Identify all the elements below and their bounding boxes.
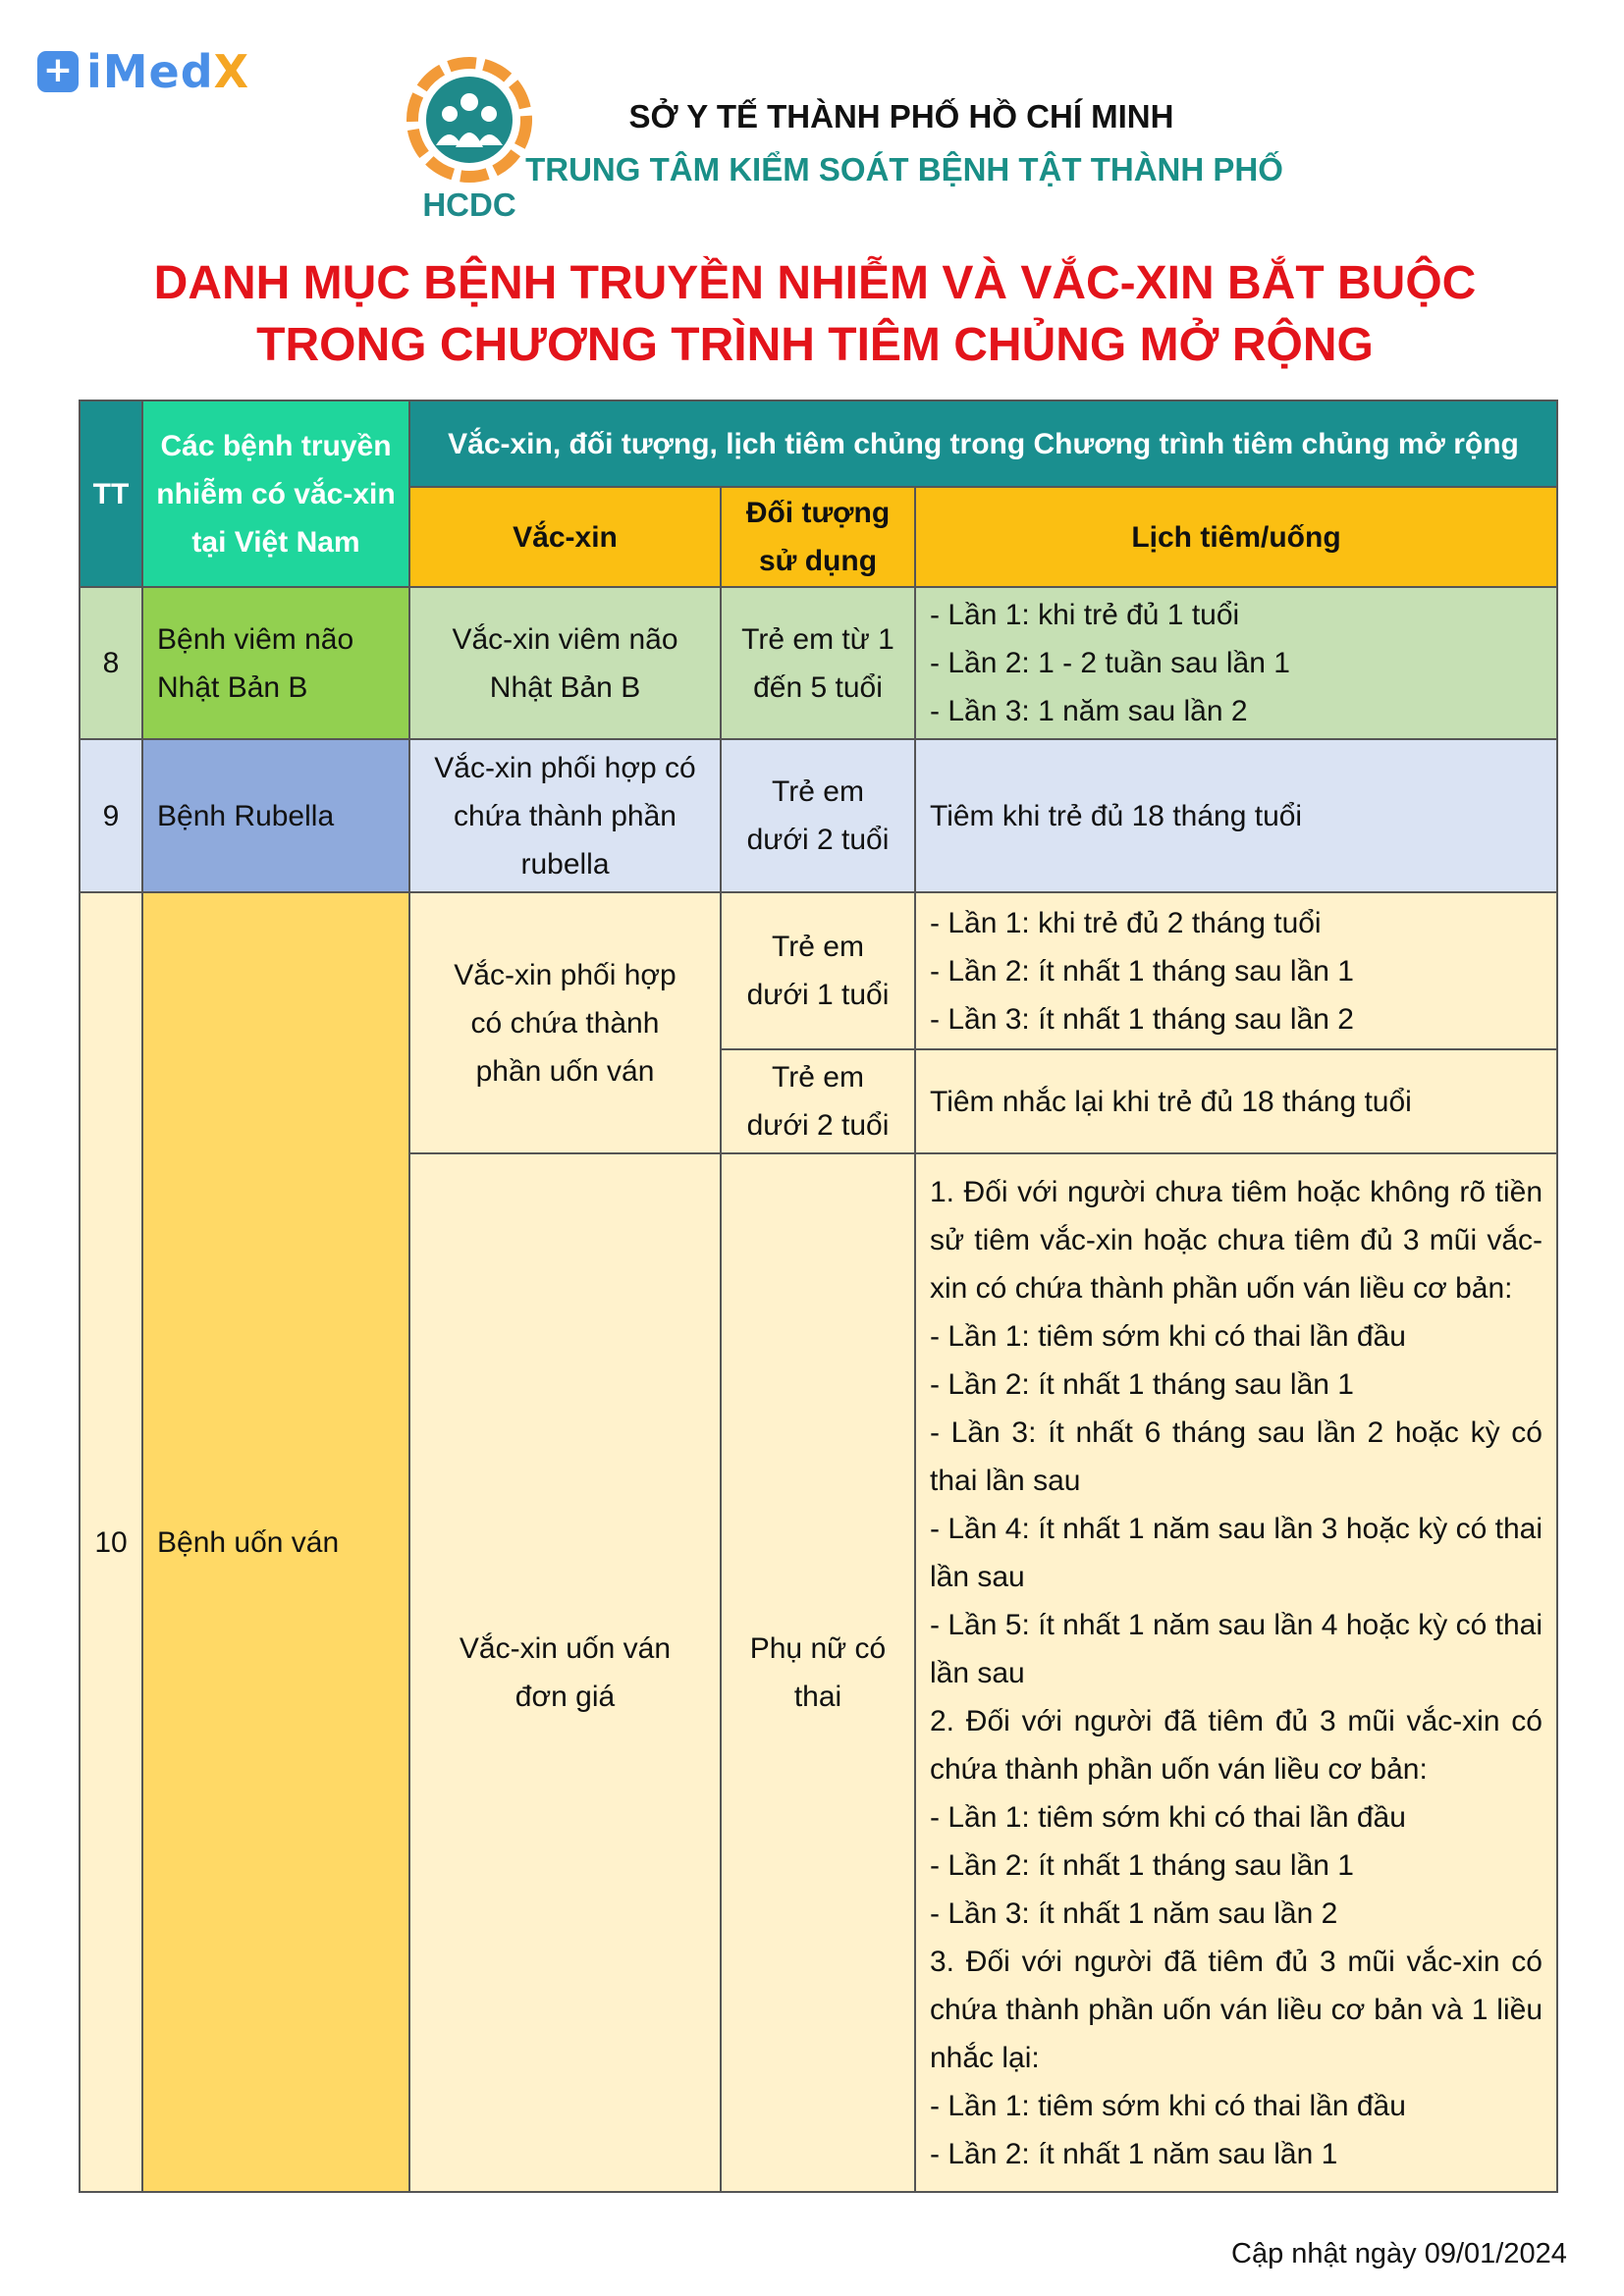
imedx-brand — [37, 45, 249, 98]
brand-name-part2: X — [213, 45, 250, 98]
schedule-line: - Lần 1: khi trẻ đủ 1 tuổi — [930, 599, 1240, 631]
vaccine-table — [79, 400, 1558, 2193]
row-disease: Bệnh viêm não Nhật Bản B — [142, 587, 409, 739]
row-disease: Bệnh Rubella — [142, 739, 409, 892]
org-line-2: TRUNG TÂM KIỂM SOÁT BỆNH TẬT THÀNH PHỐ — [525, 151, 1283, 187]
plus-icon: + — [37, 51, 79, 92]
updated-date: Cập nhật ngày 09/01/2024 — [1231, 2238, 1567, 2269]
row-target: Trẻ em dưới 2 tuổi — [721, 739, 915, 892]
title-line-1: DANH MỤC BỆNH TRUYỀN NHIỄM VÀ VẮC-XIN BẮT BUỘC — [153, 257, 1477, 309]
logo-text: HCDC — [422, 187, 516, 223]
row-target: Trẻ em dưới 2 tuổi — [721, 1049, 915, 1153]
schedule-line: - Lần 3: ít nhất 1 tháng sau lần 2 — [930, 1002, 1354, 1036]
schedule-line: - Lần 1: khi trẻ đủ 2 tháng tuổi — [930, 906, 1322, 939]
row-target: Trẻ em từ 1 đến 5 tuổi — [721, 587, 915, 739]
row-target: Trẻ em dưới 1 tuổi — [721, 892, 915, 1049]
schedule-line: - Lần 2: ít nhất 1 tháng sau lần 1 — [930, 1367, 1354, 1401]
row-vaccine: Vắc-xin phối hợp có chứa thành phần uốn ván — [409, 892, 721, 1153]
schedule-line: - Lần 3: ít nhất 6 tháng sau lần 2 hoặc kỳ có thai lần sau — [930, 1415, 1543, 1497]
row-tt: 8 — [80, 587, 142, 739]
header-tt: TT — [80, 400, 142, 587]
brand-name — [86, 45, 249, 98]
schedule-line: 1. Đối với người chưa tiêm hoặc không rõ tiền sử tiêm vắc-xin hoặc chưa tiêm đủ 3 mũi vắc-xin có chứa thành phần uốn ván liều cơ bản: — [930, 1175, 1543, 1305]
row-tt: 9 — [80, 739, 142, 892]
schedule-line: - Lần 2: ít nhất 1 tháng sau lần 1 — [930, 954, 1354, 988]
table-row — [80, 892, 1557, 1049]
header-target: Đối tượng sử dụng — [721, 487, 915, 587]
schedule-line: - Lần 4: ít nhất 1 năm sau lần 3 hoặc kỳ có thai lần sau — [930, 1512, 1543, 1593]
row-vaccine: Vắc-xin phối hợp có chứa thành phần rubella — [409, 739, 721, 892]
brand-name-part1: iMed — [86, 45, 214, 98]
schedule-line: - Lần 3: ít nhất 1 năm sau lần 2 — [930, 1896, 1338, 1930]
schedule-line: - Lần 2: 1 - 2 tuần sau lần 1 — [930, 647, 1290, 679]
row-target: Phụ nữ có thai — [721, 1153, 915, 2192]
header-group: Vắc-xin, đối tượng, lịch tiêm chủng trong Chương trình tiêm chủng mở rộng — [409, 400, 1557, 487]
schedule-line: - Lần 5: ít nhất 1 năm sau lần 4 hoặc kỳ có thai lần sau — [930, 1608, 1543, 1689]
hcdc-logo — [399, 57, 540, 230]
row-vaccine: Vắc-xin uốn ván đơn giá — [409, 1153, 721, 2192]
schedule-line: - Lần 1: tiêm sớm khi có thai lần đầu — [930, 2089, 1406, 2122]
header-vaccine: Vắc-xin — [409, 487, 721, 587]
schedule-line: - Lần 2: ít nhất 1 tháng sau lần 1 — [930, 1848, 1354, 1882]
page-title — [59, 252, 1571, 376]
row-schedule — [915, 587, 1557, 739]
schedule-line: 2. Đối với người đã tiêm đủ 3 mũi vắc-xin có chứa thành phần uốn ván liều cơ bản: — [930, 1704, 1543, 1786]
title-line-2: TRONG CHƯƠNG TRÌNH TIÊM CHỦNG MỞ RỘNG — [256, 319, 1374, 371]
row-schedule — [915, 892, 1557, 1049]
row-schedule — [915, 1153, 1557, 2192]
schedule-line: - Lần 1: tiêm sớm khi có thai lần đầu — [930, 1319, 1406, 1353]
schedule-line: - Lần 2: ít nhất 1 năm sau lần 1 — [930, 2137, 1338, 2170]
row-disease: Bệnh uốn ván — [142, 892, 409, 2192]
row-schedule: Tiêm khi trẻ đủ 18 tháng tuổi — [915, 739, 1557, 892]
schedule-line: 3. Đối với người đã tiêm đủ 3 mũi vắc-xin có chứa thành phần uốn ván liều cơ bản và 1 liều nhắc lại: — [930, 1945, 1543, 2074]
header-disease: Các bệnh truyền nhiễm có vắc-xin tại Việt Nam — [142, 400, 409, 587]
table-row — [80, 587, 1557, 739]
schedule-line: - Lần 1: tiêm sớm khi có thai lần đầu — [930, 1800, 1406, 1834]
row-vaccine: Vắc-xin viêm não Nhật Bản B — [409, 587, 721, 739]
schedule-line: - Lần 3: 1 năm sau lần 2 — [930, 695, 1248, 727]
header-schedule: Lịch tiêm/uống — [915, 487, 1557, 587]
row-schedule: Tiêm nhắc lại khi trẻ đủ 18 tháng tuổi — [915, 1049, 1557, 1153]
row-tt: 10 — [80, 892, 142, 2192]
table-row — [80, 739, 1557, 892]
org-line-1: SỞ Y TẾ THÀNH PHỐ HỒ CHÍ MINH — [628, 98, 1174, 134]
